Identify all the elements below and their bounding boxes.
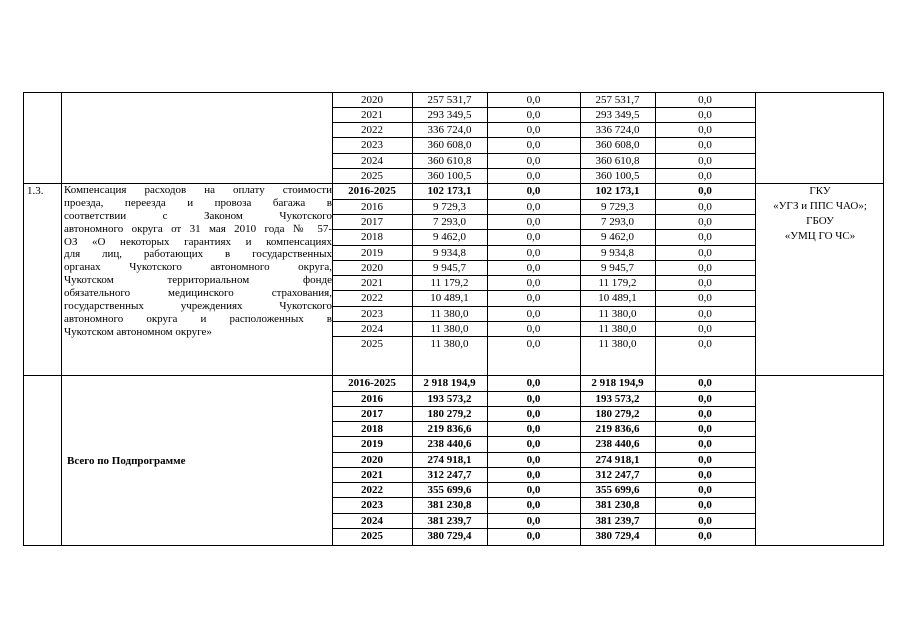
total-amount-cell: 193 573,2 (427, 393, 472, 405)
table-rule-vertical (23, 92, 24, 546)
amount-cell: 0,0 (698, 423, 712, 435)
description-line: государственных учреждениях Чукотского (64, 300, 332, 313)
total-amount-cell: 380 729,4 (427, 530, 472, 542)
table-rule-vertical (883, 92, 884, 546)
amount-cell: 10 489,1 (598, 292, 637, 304)
description-line: Чукотском территориальном фонде (64, 274, 332, 287)
amount-cell: 0,0 (526, 185, 541, 197)
total-amount-cell: 180 279,2 (427, 408, 472, 420)
amount-cell: 0,0 (698, 515, 712, 527)
amount-cell: 0,0 (526, 323, 541, 335)
amount-cell: 360 608,0 (595, 139, 640, 151)
amount-cell: 360 610,8 (595, 155, 640, 167)
total-amount-cell: 381 239,7 (427, 515, 472, 527)
amount-cell: 0,0 (526, 454, 541, 466)
total-amount-cell: 238 440,6 (427, 438, 472, 450)
year-cell: 2024 (361, 515, 383, 527)
amount-cell: 0,0 (698, 139, 712, 151)
amount-cell: 336 724,0 (595, 124, 640, 136)
amount-cell: 0,0 (526, 262, 541, 274)
amount-cell: 238 440,6 (595, 438, 640, 450)
amount-cell: 0,0 (526, 484, 541, 496)
description-line: соответствии с Законом Чукотского (64, 209, 332, 222)
total-amount-cell: 102 173,1 (427, 185, 472, 197)
amount-cell: 0,0 (698, 124, 712, 136)
year-cell: 2024 (361, 155, 383, 167)
description-line: обязательного медицинского страхования, (64, 287, 332, 300)
amount-cell: 2 918 194,9 (591, 377, 644, 389)
total-amount-cell: 7 293,0 (433, 216, 466, 228)
year-cell: 2020 (361, 94, 383, 106)
table-rule-horizontal (23, 545, 884, 546)
responsible-executors (756, 184, 884, 244)
responsible-line: «УМЦ ГО ЧС» (784, 230, 856, 242)
amount-cell: 0,0 (698, 155, 712, 167)
total-amount-cell: 336 724,0 (427, 124, 472, 136)
description-line: автономного округа и расположенных в (64, 312, 332, 325)
amount-cell: 0,0 (526, 393, 541, 405)
amount-cell: 0,0 (698, 262, 712, 274)
year-cell: 2025 (361, 338, 383, 350)
total-amount-cell: 11 380,0 (430, 338, 469, 350)
subprogram-total-label: Всего по Подпрограмме (67, 455, 186, 467)
amount-cell: 11 380,0 (598, 338, 637, 350)
description-line: проезда, переезда и провоза багажа в (64, 196, 332, 209)
description-line: Чукотском автономном округе» (64, 325, 212, 338)
year-cell: 2018 (361, 423, 383, 435)
year-cell: 2016-2025 (348, 377, 396, 389)
year-cell: 2021 (361, 469, 383, 481)
amount-cell: 381 239,7 (595, 515, 640, 527)
amount-cell: 0,0 (698, 499, 712, 511)
year-cell: 2016 (361, 393, 383, 405)
year-cell: 2018 (361, 231, 383, 243)
amount-cell: 0,0 (526, 408, 541, 420)
description-line: Компенсация расходов на оплату стоимости (64, 184, 332, 196)
amount-cell: 0,0 (698, 308, 712, 320)
amount-cell: 180 279,2 (595, 408, 640, 420)
amount-cell: 0,0 (698, 94, 712, 106)
total-amount-cell: 360 608,0 (427, 139, 472, 151)
year-cell: 2017 (361, 408, 383, 420)
year-cell: 2022 (361, 292, 383, 304)
amount-cell: 0,0 (698, 216, 712, 228)
year-cell: 2023 (361, 139, 383, 151)
amount-cell: 0,0 (698, 454, 712, 466)
year-cell: 2019 (361, 438, 383, 450)
year-cell: 2022 (361, 124, 383, 136)
total-amount-cell: 360 100,5 (427, 170, 472, 182)
amount-cell: 11 380,0 (598, 308, 637, 320)
description-line: для лиц, работающих в государственных (64, 248, 332, 261)
responsible-line: ГБОУ (806, 215, 834, 227)
amount-cell: 0,0 (526, 377, 541, 389)
year-cell: 2021 (361, 277, 383, 289)
total-amount-cell: 11 179,2 (430, 277, 469, 289)
year-cell: 2016 (361, 201, 383, 213)
amount-cell: 9 462,0 (601, 231, 634, 243)
table-rule-vertical (755, 92, 756, 546)
amount-cell: 0,0 (526, 231, 541, 243)
total-amount-cell: 9 945,7 (433, 262, 466, 274)
amount-cell: 0,0 (526, 530, 541, 542)
amount-cell: 0,0 (526, 216, 541, 228)
total-amount-cell: 9 462,0 (433, 231, 466, 243)
amount-cell: 380 729,4 (595, 530, 640, 542)
total-amount-cell: 9 729,3 (433, 201, 466, 213)
amount-cell: 102 173,1 (595, 185, 640, 197)
year-cell: 2020 (361, 262, 383, 274)
amount-cell: 274 918,1 (595, 454, 640, 466)
amount-cell: 0,0 (698, 201, 712, 213)
amount-cell: 0,0 (698, 185, 712, 197)
amount-cell: 0,0 (698, 247, 712, 259)
amount-cell: 0,0 (698, 393, 712, 405)
total-amount-cell: 381 230,8 (427, 499, 472, 511)
amount-cell: 0,0 (698, 109, 712, 121)
amount-cell: 0,0 (698, 530, 712, 542)
amount-cell: 0,0 (526, 423, 541, 435)
total-amount-cell: 360 610,8 (427, 155, 472, 167)
table-rule-vertical (61, 92, 62, 546)
amount-cell: 219 836,6 (595, 423, 640, 435)
amount-cell: 0,0 (698, 338, 712, 350)
amount-cell: 9 729,3 (601, 201, 634, 213)
year-cell: 2025 (361, 530, 383, 542)
amount-cell: 0,0 (526, 201, 541, 213)
total-amount-cell: 274 918,1 (427, 454, 472, 466)
amount-cell: 7 293,0 (601, 216, 634, 228)
amount-cell: 0,0 (526, 247, 541, 259)
amount-cell: 0,0 (526, 438, 541, 450)
amount-cell: 381 230,8 (595, 499, 640, 511)
year-cell: 2025 (361, 170, 383, 182)
year-cell: 2019 (361, 247, 383, 259)
amount-cell: 0,0 (526, 515, 541, 527)
year-cell: 2021 (361, 109, 383, 121)
item-number: 1.3. (27, 185, 44, 197)
year-cell: 2020 (361, 454, 383, 466)
responsible-line: ГКУ (809, 185, 831, 197)
description-line: ОЗ «О некоторых гарантиях и компенсациях (64, 235, 332, 248)
amount-cell: 0,0 (698, 408, 712, 420)
amount-cell: 0,0 (526, 292, 541, 304)
amount-cell: 0,0 (526, 469, 541, 481)
total-amount-cell: 9 934,8 (433, 247, 466, 259)
amount-cell: 0,0 (526, 139, 541, 151)
amount-cell: 193 573,2 (595, 393, 640, 405)
amount-cell: 0,0 (526, 338, 541, 350)
amount-cell: 0,0 (698, 277, 712, 289)
total-amount-cell: 355 699,6 (427, 484, 472, 496)
amount-cell: 312 247,7 (595, 469, 640, 481)
total-amount-cell: 2 918 194,9 (423, 377, 476, 389)
amount-cell: 293 349,5 (595, 109, 640, 121)
amount-cell: 0,0 (698, 323, 712, 335)
amount-cell: 355 699,6 (595, 484, 640, 496)
year-cell: 2017 (361, 216, 383, 228)
amount-cell: 257 531,7 (595, 94, 640, 106)
year-cell: 2016-2025 (348, 185, 396, 197)
year-cell: 2024 (361, 323, 383, 335)
amount-cell: 0,0 (526, 308, 541, 320)
amount-cell: 0,0 (698, 484, 712, 496)
amount-cell: 0,0 (698, 170, 712, 182)
description-line: автономного округа от 31 мая 2010 года № 57- (64, 222, 332, 235)
total-amount-cell: 11 380,0 (430, 308, 469, 320)
total-amount-cell: 11 380,0 (430, 323, 469, 335)
amount-cell: 0,0 (698, 377, 712, 389)
amount-cell: 0,0 (698, 438, 712, 450)
amount-cell: 0,0 (526, 124, 541, 136)
year-cell: 2023 (361, 308, 383, 320)
description-line: органах Чукотского автономного округа, (64, 261, 332, 274)
amount-cell: 0,0 (526, 109, 541, 121)
year-cell: 2023 (361, 499, 383, 511)
amount-cell: 9 934,8 (601, 247, 634, 259)
amount-cell: 0,0 (526, 94, 541, 106)
total-amount-cell: 312 247,7 (427, 469, 472, 481)
amount-cell: 0,0 (526, 155, 541, 167)
amount-cell: 360 100,5 (595, 170, 640, 182)
amount-cell: 0,0 (526, 499, 541, 511)
amount-cell: 0,0 (698, 292, 712, 304)
amount-cell: 0,0 (698, 469, 712, 481)
amount-cell: 11 179,2 (598, 277, 637, 289)
amount-cell: 0,0 (526, 170, 541, 182)
total-amount-cell: 219 836,6 (427, 423, 472, 435)
total-amount-cell: 293 349,5 (427, 109, 472, 121)
amount-cell: 9 945,7 (601, 262, 634, 274)
responsible-line: «УГЗ и ППС ЧАО»; (773, 200, 867, 212)
amount-cell: 0,0 (698, 231, 712, 243)
total-amount-cell: 10 489,1 (430, 292, 469, 304)
amount-cell: 11 380,0 (598, 323, 637, 335)
item-description (64, 184, 332, 339)
amount-cell: 0,0 (526, 277, 541, 289)
year-cell: 2022 (361, 484, 383, 496)
total-amount-cell: 257 531,7 (427, 94, 472, 106)
